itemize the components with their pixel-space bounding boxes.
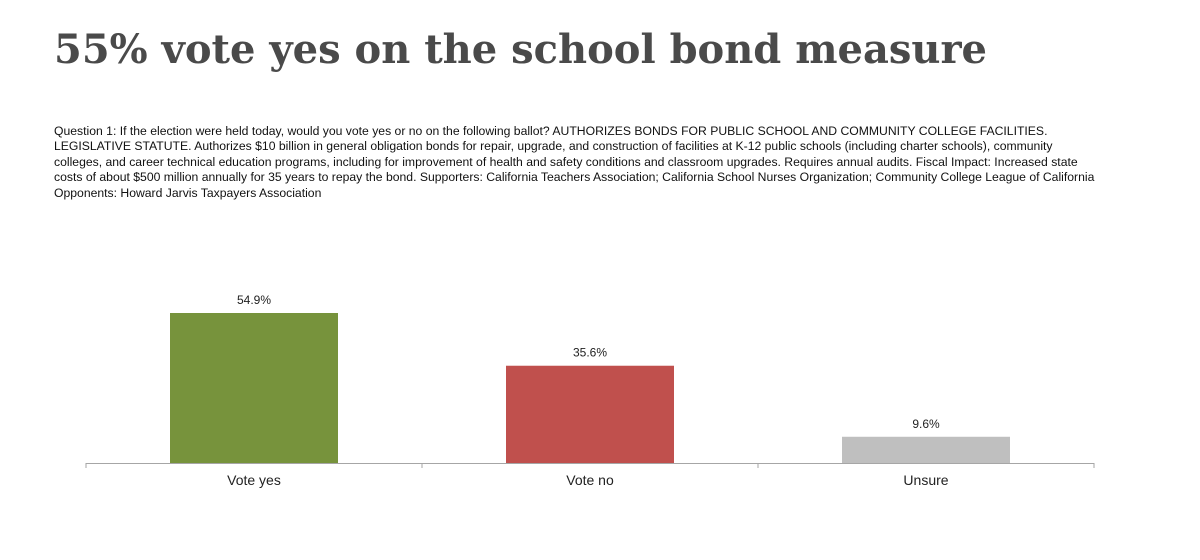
bar-unsure (842, 437, 1010, 463)
data-label: 35.6% (572, 345, 608, 360)
question-text: Question 1: If the election were held today, would you vote yes or no on the following ballot? AUTHORIZES BONDS FOR PUBLIC SCHOOL AND COMMUNITY COLLEGE FACILITIES. LEGISLATIVE STATUTE. Authorizes $10 billion in general obligation bonds for repair, upgrade, and construction of facilities at K-12 public schools (including charter schools), community colleges, and career technical education programs, including for improvement of health and safety conditions and classroom upgrades. Requires annual audits. Fiscal Impact: Increased state costs of about $500 million annually for 35 years to repay the bond. Supporters: California Teachers Association; California School Nurses Organization; Community College League of California Opponents: Howard Jarvis Taxpayers Association (54, 124, 1095, 200)
bar-vote-no (506, 366, 674, 463)
data-label: 54.9% (236, 293, 272, 307)
page-title: 55% vote yes on the school bond measure (54, 26, 988, 73)
category-label: Vote no (566, 472, 614, 488)
category-label: Unsure (903, 472, 949, 488)
bar-vote-yes (170, 313, 338, 463)
category-label: Vote yes (227, 472, 281, 488)
data-label: 9.6% (912, 416, 940, 431)
